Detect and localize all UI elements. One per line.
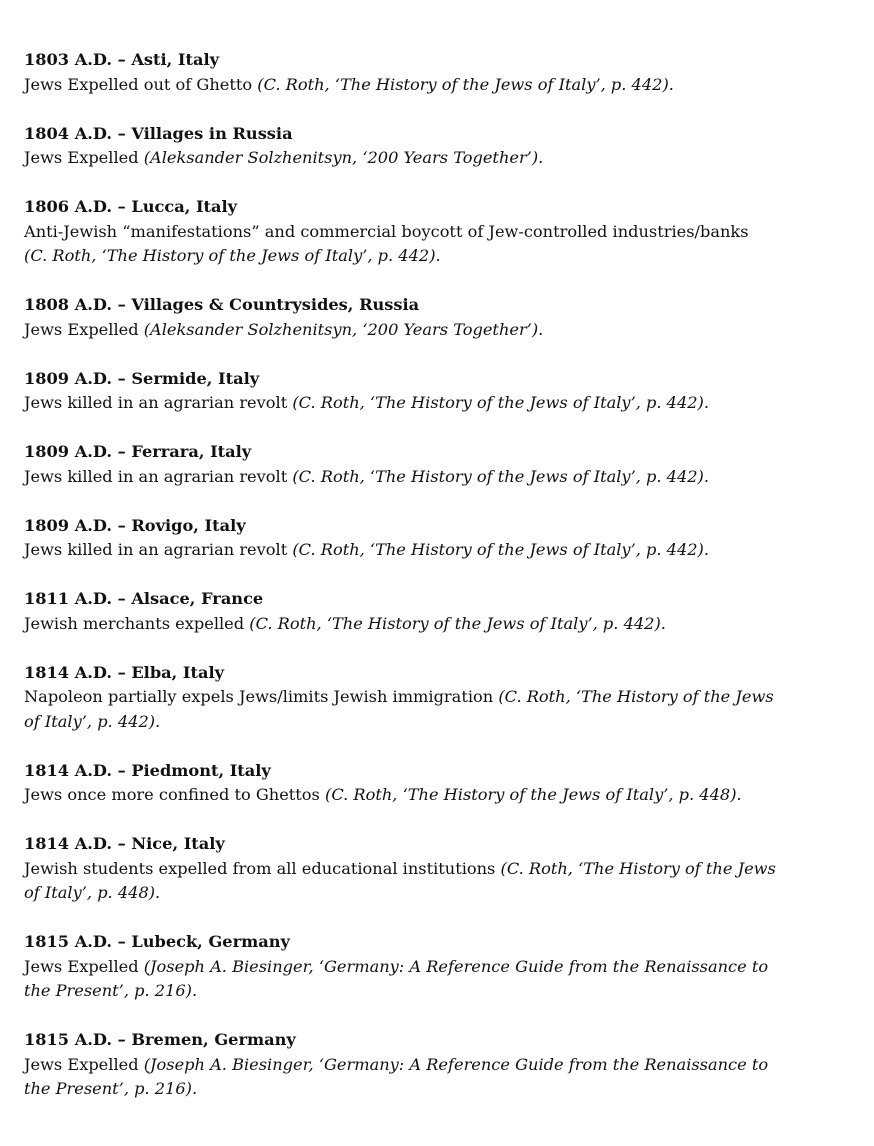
entry-description: [24, 73, 850, 98]
entry-description: [24, 685, 850, 734]
entry-1809-ferrara: [24, 440, 850, 489]
entry-1811-alsace: [24, 587, 850, 636]
entry-citation: (C. Roth, ‘The History of the Jews of Italy’, p. 442).: [249, 613, 666, 633]
entry-citation: (C. Roth, ‘The History of the Jews of Italy’, p. 442).: [292, 393, 710, 412]
entry-citation: (C. Roth, ‘The History of the Jews of Italy’, p. 442).: [292, 540, 710, 559]
entry-citation: (C. Roth, ‘The History of the Jews of Italy’, p. 442).: [292, 466, 710, 486]
entry-heading: 1815 A.D. – Lubeck, Germany: [24, 932, 290, 951]
entry-citation: (Joseph A. Biesinger, ‘Germany: A Reference Guide from the Renaissance to the Present’, p. 216).: [24, 1054, 769, 1098]
entry-description: [24, 857, 850, 906]
entry-text: Anti-Jewish “manifestations” and commercial boycott of Jew-controlled industries/banks: [24, 221, 749, 241]
entry-citation: (Aleksander Solzhenitsyn, ‘200 Years Together’).: [143, 148, 544, 167]
entry-heading: 1815 A.D. – Bremen, Germany: [24, 1030, 296, 1049]
entry-text: Jewish students expelled from all educational institutions: [24, 858, 501, 878]
entry-citation: (C. Roth, ‘The History of the Jews of Italy’, p. 448).: [325, 785, 742, 804]
entry-1809-rovigo: [24, 514, 850, 563]
entry-description: [24, 538, 850, 563]
entry-citation: (C. Roth, ‘The History of the Jews of Italy’, p. 442).: [257, 74, 674, 94]
entry-description: [24, 220, 850, 269]
entry-text: Jews killed in an agrarian revolt: [24, 466, 293, 486]
entry-heading: 1814 A.D. – Piedmont, Italy: [24, 760, 271, 780]
entry-heading: 1803 A.D. – Asti, Italy: [24, 50, 220, 69]
entry-heading: 1804 A.D. – Villages in Russia: [24, 123, 293, 143]
entry-description: [24, 465, 850, 490]
entry-1815-bremen: [24, 1028, 850, 1102]
entry-description: [24, 318, 850, 343]
entry-1804-russia-villages: [24, 122, 850, 171]
entry-heading: 1814 A.D. – Elba, Italy: [24, 662, 225, 682]
entry-text: Jews killed in an agrarian revolt: [24, 540, 293, 559]
entry-citation: (C. Roth, ‘The History of the Jews of Italy’, p. 442).: [24, 246, 441, 265]
entry-description: [24, 612, 850, 637]
entry-text: Jews Expelled: [24, 956, 144, 976]
entry-description: [24, 391, 850, 416]
entry-1808-russia-countrysides: [24, 293, 850, 342]
entry-description: [24, 146, 850, 171]
entry-text: Jews once more confined to Ghettos: [24, 785, 325, 804]
entry-heading: 1806 A.D. – Lucca, Italy: [24, 197, 238, 216]
entry-heading: 1809 A.D. – Rovigo, Italy: [24, 515, 246, 535]
entry-1814-piedmont: [24, 759, 850, 808]
entry-text: Jews Expelled: [24, 319, 144, 339]
entry-heading: 1809 A.D. – Sermide, Italy: [24, 368, 260, 388]
entry-1814-nice: [24, 832, 850, 906]
entry-text: Jews Expelled: [24, 1054, 144, 1074]
entry-heading: 1808 A.D. – Villages & Countrysides, Russia: [24, 295, 420, 314]
entry-citation: (Aleksander Solzhenitsyn, ‘200 Years Together’).: [143, 319, 544, 339]
entry-heading: 1811 A.D. – Alsace, France: [24, 589, 264, 608]
entry-heading: 1809 A.D. – Ferrara, Italy: [24, 442, 252, 461]
entry-citation: (Joseph A. Biesinger, ‘Germany: A Reference Guide from the Renaissance to the Present’, p. 216).: [24, 956, 769, 1000]
entry-citation: (C. Roth, ‘The History of the Jews of Italy’, p. 448).: [24, 858, 776, 902]
entry-citation: (C. Roth, ‘The History of the Jews of Italy’, p. 442).: [24, 687, 774, 731]
entry-text: Jewish merchants expelled: [24, 613, 250, 633]
entry-1809-sermide: [24, 367, 850, 416]
entry-text: Jews Expelled out of Ghetto: [24, 74, 258, 94]
entry-description: [24, 955, 850, 1004]
entry-text: Jews killed in an agrarian revolt: [24, 393, 293, 412]
entry-text: Napoleon partially expels Jews/limits Jewish immigration: [24, 687, 499, 706]
entry-1814-elba: [24, 661, 850, 735]
entry-1806-lucca: [24, 195, 850, 269]
entry-1815-lubeck: [24, 930, 850, 1004]
document-page: [24, 48, 850, 1126]
entry-text: Jews Expelled: [24, 148, 144, 167]
entry-description: [24, 783, 850, 808]
entry-heading: 1814 A.D. – Nice, Italy: [24, 834, 225, 853]
entry-description: [24, 1053, 850, 1102]
entry-1803-asti: [24, 48, 850, 97]
